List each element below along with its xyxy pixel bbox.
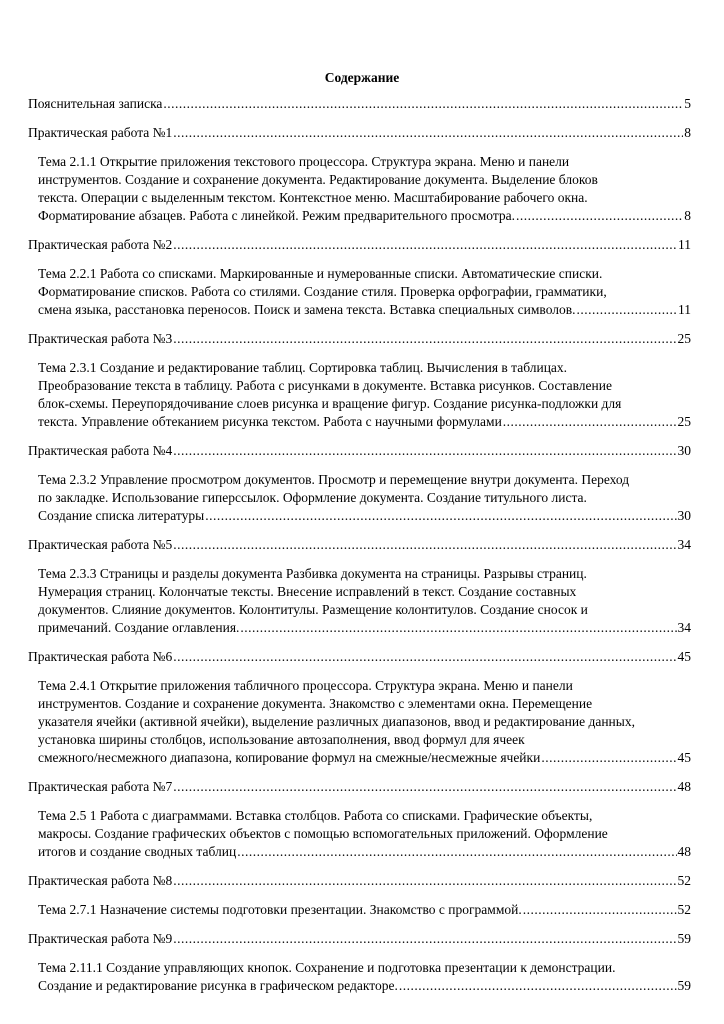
toc-entry-line bbox=[38, 507, 691, 525]
toc-entry-text: смена языка, расстановка переносов. Поиск и замена текста. Вставка специальных символов. bbox=[38, 302, 576, 317]
dot-leader bbox=[523, 901, 677, 919]
toc-entry-line bbox=[38, 265, 691, 283]
toc-entry-line bbox=[28, 442, 691, 460]
toc-topic-entry[interactable] bbox=[38, 359, 691, 431]
toc-entry-text: Создание списка литературы bbox=[38, 508, 205, 523]
toc-entry-line bbox=[38, 207, 691, 225]
toc-entry-line bbox=[38, 283, 691, 301]
toc-entry-text: Тема 2.1.1 Открытие приложения текстового процессора. Структура экрана. Меню и панели bbox=[38, 154, 570, 169]
toc-section-entry[interactable] bbox=[28, 442, 691, 460]
dot-leader bbox=[173, 930, 676, 948]
toc-entry-line bbox=[38, 807, 691, 825]
dot-leader bbox=[399, 977, 677, 995]
toc-entry-line bbox=[38, 413, 691, 431]
toc-page-number: 25 bbox=[677, 331, 691, 346]
dot-leader bbox=[503, 413, 677, 431]
toc-entry-text: Форматирование списков. Работа со стилями. Создание стиля. Проверка орфографии, грамматики, bbox=[38, 284, 607, 299]
toc-entry-line bbox=[38, 377, 691, 395]
toc-entry-text: Тема 2.7.1 Назначение системы подготовки презентации. Знакомство с программой. bbox=[38, 902, 522, 917]
toc-entry-line bbox=[38, 749, 691, 767]
toc-topic-entry[interactable] bbox=[38, 153, 691, 225]
toc-section-entry[interactable] bbox=[28, 536, 691, 554]
toc-entry-line bbox=[28, 124, 691, 142]
toc-page-number: 52 bbox=[677, 902, 691, 917]
toc-entry-text: Нумерация страниц. Колончатые тексты. Внесение исправлений в текст. Создание составных bbox=[38, 584, 577, 599]
toc-page-number: 52 bbox=[677, 873, 691, 888]
toc-page-number: 30 bbox=[677, 443, 691, 458]
toc-page-number: 34 bbox=[677, 537, 691, 552]
toc-entry-text: Практическая работа №2 bbox=[28, 237, 173, 252]
toc-entry-line bbox=[28, 95, 691, 113]
toc-entry-line bbox=[38, 189, 691, 207]
toc-section-entry[interactable] bbox=[28, 124, 691, 142]
toc-entry-text: инструментов. Создание и сохранение документа. Знакомство с элементами окна. Перемещение bbox=[38, 696, 593, 711]
toc-entry-text: Тема 2.3.3 Страницы и разделы документа Разбивка документа на страницы. Разрывы страниц. bbox=[38, 566, 587, 581]
toc-entry-line bbox=[38, 583, 691, 601]
toc-page-number: 45 bbox=[677, 750, 691, 765]
toc-page-number: 59 bbox=[677, 931, 691, 946]
toc-topic-entry[interactable] bbox=[38, 471, 691, 525]
toc-page-number: 48 bbox=[677, 844, 691, 859]
toc-topic-entry[interactable] bbox=[38, 565, 691, 637]
dot-leader bbox=[205, 507, 676, 525]
toc-page-number: 30 bbox=[677, 508, 691, 523]
toc-entry-line bbox=[38, 731, 691, 749]
dot-leader bbox=[173, 442, 676, 460]
toc-entry-line bbox=[28, 330, 691, 348]
toc-topic-entry[interactable] bbox=[38, 959, 691, 995]
toc-entry-line bbox=[38, 825, 691, 843]
toc-entry-text: итогов и создание сводных таблиц bbox=[38, 844, 237, 859]
toc-section-entry[interactable] bbox=[28, 95, 691, 113]
toc-entry-text: блок-схемы. Переупорядочивание слоев рисунка и вращение фигур. Создание рисунка-подложки для bbox=[38, 396, 622, 411]
toc-entry-text: текста. Операции с выделенным текстом. Контекстное меню. Масштабирование рабочего окна. bbox=[38, 190, 588, 205]
toc-page-number: 8 bbox=[684, 208, 691, 223]
toc-entry-line bbox=[38, 843, 691, 861]
dot-leader bbox=[173, 236, 677, 254]
toc-entry-line bbox=[38, 901, 691, 919]
toc-entry-text: Тема 2.5 1 Работа с диаграммами. Вставка столбцов. Работа со списками. Графические объекты, bbox=[38, 808, 593, 823]
toc-page-number: 11 bbox=[678, 302, 691, 317]
toc-topic-entry[interactable] bbox=[38, 677, 691, 767]
toc-page-number: 34 bbox=[677, 620, 691, 635]
toc-entry-text: Создание и редактирование рисунка в графическом редакторе. bbox=[38, 978, 398, 993]
toc-entry-text: Тема 2.2.1 Работа со списками. Маркированные и нумерованные списки. Автоматические списки. bbox=[38, 266, 603, 281]
toc-entry-text: Практическая работа №4 bbox=[28, 443, 173, 458]
toc-section-entry[interactable] bbox=[28, 930, 691, 948]
toc-entry-line bbox=[38, 695, 691, 713]
toc-entry-line bbox=[38, 959, 691, 977]
toc-entry-text: Практическая работа №6 bbox=[28, 649, 173, 664]
toc-entry-line bbox=[38, 977, 691, 995]
toc-entry-line bbox=[28, 872, 691, 890]
toc-entry-line bbox=[38, 565, 691, 583]
toc-entry-line bbox=[38, 359, 691, 377]
toc-page-number: 25 bbox=[677, 414, 691, 429]
toc-title: Содержание bbox=[324, 70, 400, 85]
toc-entry-line bbox=[38, 395, 691, 413]
toc-page-number: 5 bbox=[684, 96, 691, 111]
toc-entry-text: Практическая работа №8 bbox=[28, 873, 173, 888]
dot-leader bbox=[541, 749, 676, 767]
toc-entry-text: Форматирование абзацев. Работа с линейкой. Режим предварительного просмотра. bbox=[38, 208, 515, 223]
toc-entry-text: инструментов. Создание и сохранение документа. Редактирование документа. Выделение блоков bbox=[38, 172, 598, 187]
toc-entry-line bbox=[38, 601, 691, 619]
dot-leader bbox=[237, 843, 676, 861]
toc-page-number: 11 bbox=[678, 237, 691, 252]
dot-leader bbox=[173, 330, 676, 348]
toc-entry-line bbox=[28, 778, 691, 796]
dot-leader bbox=[173, 124, 683, 142]
toc-entry-text: Практическая работа №5 bbox=[28, 537, 173, 552]
toc-entry-line bbox=[38, 153, 691, 171]
dot-leader bbox=[173, 648, 676, 666]
toc-entry-text: текста. Управление обтеканием рисунка текстом. Работа с научными формулами bbox=[38, 414, 502, 429]
toc-entry-line bbox=[28, 930, 691, 948]
toc-section-entry[interactable] bbox=[28, 648, 691, 666]
toc-entry-text: макросы. Создание графических объектов с помощью вспомогательных приложений. Оформление bbox=[38, 826, 608, 841]
toc-section-entry[interactable] bbox=[28, 872, 691, 890]
toc-page-number: 59 bbox=[677, 978, 691, 993]
dot-leader bbox=[240, 619, 676, 637]
dot-leader bbox=[173, 872, 676, 890]
toc-page-number: 45 bbox=[677, 649, 691, 664]
toc-topic-entry[interactable] bbox=[38, 807, 691, 861]
toc-entry-text: Тема 2.3.1 Создание и редактирование таблиц. Сортировка таблиц. Вычисления в таблицах. bbox=[38, 360, 568, 375]
toc-entry-text: Тема 2.4.1 Открытие приложения табличного процессора. Структура экрана. Меню и панели bbox=[38, 678, 573, 693]
toc-entry-text: примечаний. Создание оглавления. bbox=[38, 620, 240, 635]
toc-entry-text: Пояснительная записка bbox=[28, 96, 163, 111]
toc-entry-line bbox=[38, 171, 691, 189]
dot-leader bbox=[173, 536, 676, 554]
dot-leader bbox=[163, 95, 683, 113]
toc-entry-text: по закладке. Использование гиперссылок. Оформление документа. Создание титульного листа. bbox=[38, 490, 587, 505]
toc-entry-line bbox=[38, 713, 691, 731]
toc-entry-line bbox=[38, 471, 691, 489]
toc-section-entry[interactable] bbox=[28, 778, 691, 796]
toc-entry-text: установка ширины столбцов, использование автозаполнения, ввод формул для ячеек bbox=[38, 732, 525, 747]
toc-entry-text: Практическая работа №9 bbox=[28, 931, 173, 946]
dot-leader bbox=[577, 301, 677, 319]
toc-topic-entry[interactable] bbox=[38, 901, 691, 919]
toc-page-number: 48 bbox=[677, 779, 691, 794]
toc-entry-text: Практическая работа №1 bbox=[28, 125, 173, 140]
toc-entry-text: Практическая работа №7 bbox=[28, 779, 173, 794]
toc-section-entry[interactable] bbox=[28, 330, 691, 348]
toc-entry-line bbox=[38, 619, 691, 637]
toc-entry-line bbox=[28, 236, 691, 254]
toc-entry-text: Практическая работа №3 bbox=[28, 331, 173, 346]
toc-entry-line bbox=[28, 536, 691, 554]
toc-entry-line bbox=[38, 301, 691, 319]
toc-topic-entry[interactable] bbox=[38, 265, 691, 319]
toc-entry-text: указателя ячейки (активной ячейки), выделение различных диапазонов, ввод и редактирование данных, bbox=[38, 714, 635, 729]
toc-entry-text: документов. Слияние документов. Колонтитулы. Размещение колонтитулов. Создание сносок и bbox=[38, 602, 588, 617]
toc-entry-line bbox=[38, 489, 691, 507]
dot-leader bbox=[516, 207, 683, 225]
toc-entry-text: смежного/несмежного диапазона, копирование формул на смежные/несмежные ячейки bbox=[38, 750, 541, 765]
toc-entry-line bbox=[28, 648, 691, 666]
toc-entry-text: Тема 2.11.1 Создание управляющих кнопок. Сохранение и подготовка презентации к демонстрации. bbox=[38, 960, 616, 975]
toc-entry-text: Преобразование текста в таблицу. Работа с рисунками в документе. Вставка рисунков. Составление bbox=[38, 378, 612, 393]
toc-entry-text: Тема 2.3.2 Управление просмотром документов. Просмотр и перемещение внутри документа. Переход bbox=[38, 472, 630, 487]
toc-section-entry[interactable] bbox=[28, 236, 691, 254]
dot-leader bbox=[173, 778, 676, 796]
toc-page-number: 8 bbox=[684, 125, 691, 140]
toc-entry-line bbox=[38, 677, 691, 695]
